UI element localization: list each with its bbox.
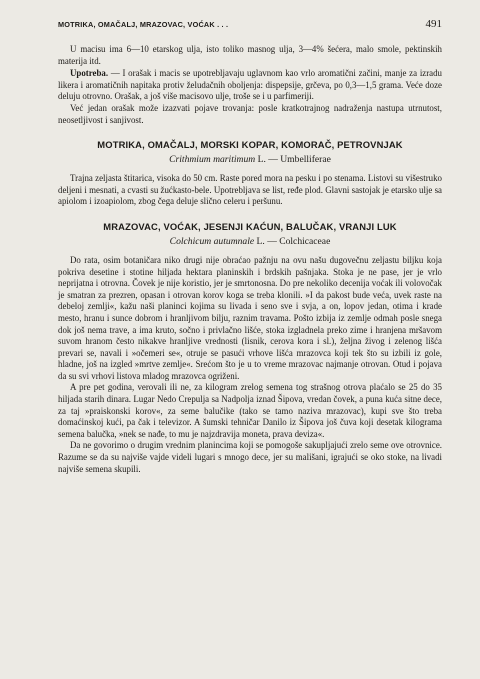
latin-genus-species: Crithmium maritimum [169,154,256,166]
intro-paragraph-1: U macisu ima 6—10 etarskog ulja, isto toliko masnog ulja, 3—4% šećera, malo smole, pektinskih materija itd. [58,44,442,66]
running-head [58,14,442,30]
mrazovac-paragraph-3: Da ne govorimo o drugim vrednim planincima koji se pomogoše sakupljajući zrelo seme ove otrovnice. Razume se da su najviše vajde videli lugari s mnogo dece, jer su mališani, igrajući se oko stoke, na livadi najviše semena skupili. [58,440,442,474]
section-heading-mrazovac: MRAZOVAC, VOĆAK, JESENJI KAĆUN, BALUČAK, VRANJI LUK [103,220,397,232]
intro-paragraph-3: Već jedan orašak može izazvati pojave trovanja: posle kratkotrajnog nadraženja nastupa utrnutost, neosetljivost i sanjivost. [58,102,442,125]
latin-name-crithmium [58,154,442,165]
upotreba-label: Upotreba. [70,68,109,79]
page-number: 491 [425,18,442,30]
running-head-title: MOTRIKA, OMAČALJ, MRAZOVAC, VOĆAK . . . [58,20,229,29]
intro-paragraph-2 [58,68,442,103]
latin-name-colchicum [58,236,442,247]
intro-paragraph-2-text: — I orašak i macis se upotrebljavaju uglavnom kao vrlo aromatični začini, manje za izradu likera i aromatičnih napitaka protiv želudačnih oboljenja: dispepsije, grčeva, po 0,3—1,5 grama. Veće doze deluju otrovno. Orašak, a još više macisovo ulje, troše se i u parfimeriji. [58,68,442,102]
section-heading-motrika: MOTRIKA, OMAČALJ, MORSKI KOPAR, KOMORAČ, PETROVNJAK [97,139,403,151]
mrazovac-paragraph-1: Do rata, osim botaničara niko drugi nije obraćao pažnju na ovu našu dugovečnu zeljastu biljku koja pokriva desetine i stotine hiljada hektara planinskih i brdskih pašnjaka. Stoka je ne pase, jer je vrlo neprijatna i otrovna. Čovek je nije koristio, jer je smrtonosna. Do pre nekoliko decenija voćak ili volovočak je smatran za prezren, opasan i otrovan korov koga se treba klonili. »I da pakost bude veća, uvek raste na debeloj zemlji«, kažu naši planinci kojima su livada i seno sve i svja, a on, lopov jedan, otima i krade mesto, hranu i sunce dobrom i hranljivom bilju, raznim travama. Pošto izbija iz zemlje odmah posle snega dok još nema trave, a ima kruto, sočno i privlačno lišće, stoka izgladnela preko zime i hranjena mršavom suvom hranom često nikakve hranljive vrednosti (lisnik, cerova kora i sl.), željna živog i zelenog lišća prevari se, navali i »očemeri se«, otruje se pasući vrhove lišća mrazovca koji tek što su izbili iz gole, hladne, još na izgled »mrtve zemlje«. Srećom što je u to vreme mrazovac najmanje otrovan. Otud i pojava da su svi vrhovi listova mladog mrazovca ogriženi. [58,254,442,381]
latin-family-2: L. — Colchicaceae [256,235,331,247]
mrazovac-paragraph-2: A pre pet godina, verovali ili ne, za kilogram zrelog semena tog strašnog otrova plaćalo se 25 do 35 hiljada starih dinara. Lugar Nedo Crepulja sa Nadpolja iznad Šipova, vredan čovek, a puna kuća sitne dece, za taj »praiskonski korov«, za seme balučike (tako se tamo naziva mrazovac), kupi sve što treba domaćinskoj kući, pa čak i televizor. A šumski tehničar Danilo iz Šipova još čuva koji desetak kilograma semena balučka, »nek se nađe, to mu je najzdravija moneta, prava deviza«. [58,382,442,439]
motrika-paragraph-1: Trajna zeljasta štitarica, visoka do 50 cm. Raste pored mora na pesku i po stenama. Listovi su višestruko deljeni i mesnati, a cvasti su žućkasto-bele. Upotrebljava se list, ređe plod. Glavni sastojak je etarsko ulje sa apiolom i izoapiolom, zbog čega deluje slično celeru i peršunu. [58,173,442,207]
latin-family: L. — Umbelliferae [257,154,331,166]
latin-genus-species-2: Colchicum autumnale [169,235,255,247]
